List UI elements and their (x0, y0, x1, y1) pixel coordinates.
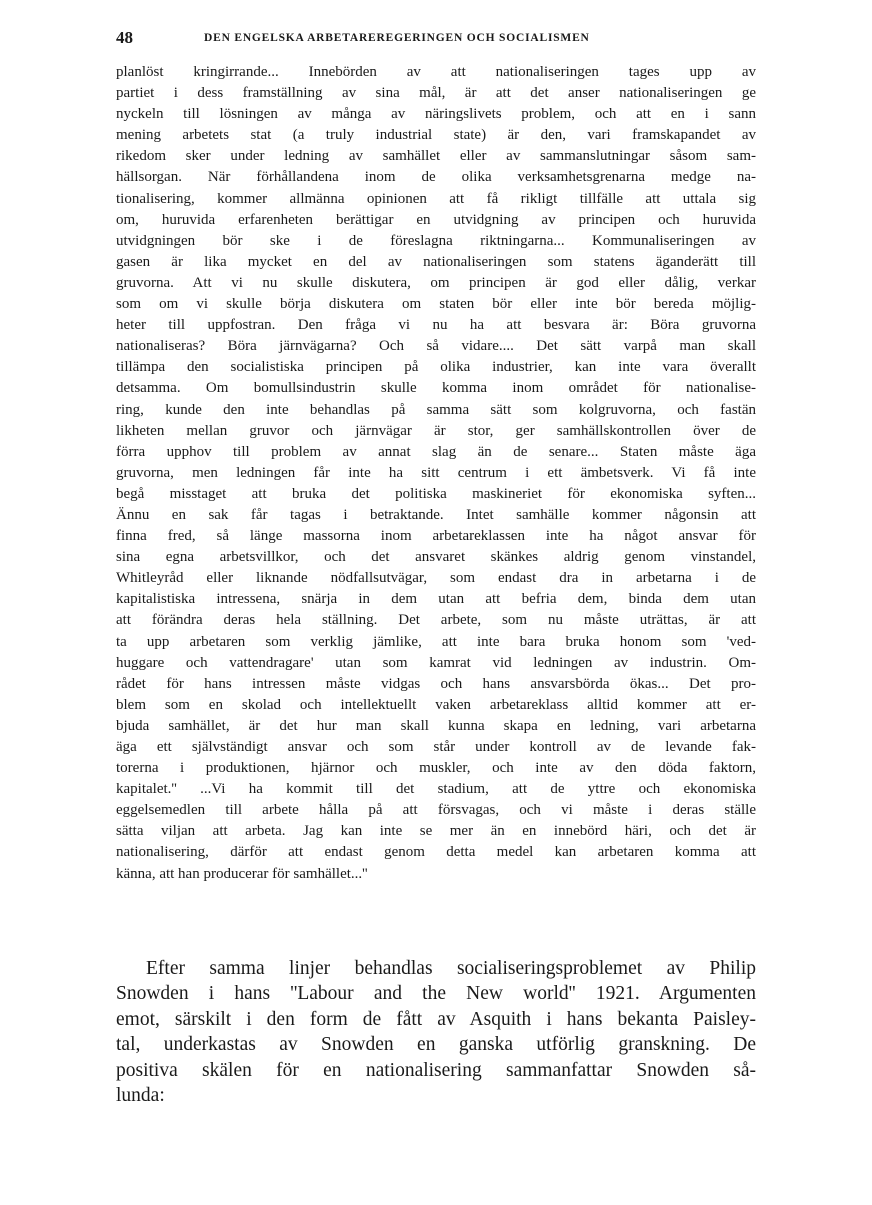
quote-line: eggelsemedlen till arbete hålla på att försvagas, och vi måste i deras ställe (116, 802, 756, 819)
body-line: lunda: (116, 1084, 165, 1106)
quote-line: om, huruvida erfarenheten berättigar en utvidgning av principen och huruvida (116, 211, 756, 228)
quote-line: heter till uppfostran. Den fråga vi nu ha att besvara är: Böra gruvorna (116, 317, 756, 334)
quote-line: gruvorna, men ledningen får inte ha sitt centrum i ett ämbetsverk. Vi få inte (116, 464, 756, 481)
body-line: Efter samma linjer behandlas socialiseringsproblemet av Philip (146, 958, 756, 979)
quote-line: planlöst kringirrande... Innebörden av att nationaliseringen tages upp av (116, 64, 756, 80)
quote-line: huggare och vattendragare' utan som kamrat vid ledningen av industrin. Om- (116, 654, 756, 671)
quote-line: rådet för hans intressen måste vidgas och hans ansvarsbörda ökas... Det pro- (116, 675, 756, 692)
quote-line: likheten mellan gruvor och järnvägar är stor, ger samhällskontrollen över de (116, 422, 756, 439)
quote-line: tionalisering, kommer allmänna opinionen att få rikligt tillfälle att uttala sig (116, 190, 756, 207)
quote-line: sina egna arbetsvillkor, och det ansvaret skänkes aldrig genom vinstandel, (116, 549, 756, 566)
quote-line: gruvorna. Att vi nu skulle diskutera, om principen är god eller dålig, verkar (116, 274, 756, 291)
body-line: emot, särskilt i den form de fått av Asquith i hans bekanta Paisley- (116, 1008, 756, 1030)
quote-line: hällsorgan. När förhållandena inom de olika verksamhetsgrenarna medge na- (116, 169, 756, 186)
quote-line: utvidgningen bör ske i de föreslagna riktningarna... Kommunaliseringen av (116, 232, 756, 249)
quotation-paragraph (116, 62, 756, 885)
page-header (116, 28, 756, 52)
quote-line: ta upp arbetaren som verklig jämlike, att inte bara bruka honom som 'ved- (116, 633, 756, 650)
quote-line: sätta viljan att arbeta. Jag kan inte se mer än en innebörd häri, och det är (116, 823, 756, 840)
quote-line: att förändra deras hela ställning. Det arbete, som nu måste uträttas, är att (116, 612, 756, 629)
quote-line: nationaliseras? Böra järnvägarna? Och så vidare.... Det sätt varpå man skall (116, 338, 756, 355)
quote-line: gasen är lika mycket en del av nationaliseringen som statens äganderätt till (116, 253, 756, 270)
quote-line: Ännu en sak får tagas i betraktande. Intet samhälle kommer någonsin att (116, 506, 756, 523)
quote-line: känna, att han producerar för samhället...'' (116, 865, 368, 882)
quote-line: partiet i dess framställning av sina mål, är att det anser nationaliseringen ge (116, 85, 756, 102)
quote-line: begå misstaget att bruka det politiska maskineriet för ekonomiska syften... (116, 485, 756, 502)
quote-line: ring, kunde den inte behandlas på samma sätt som kolgruvorna, och fastän (116, 401, 756, 418)
quote-line: tillämpa den socialistiska principen på olika industrier, kan inte vara överallt (116, 359, 756, 376)
quote-line: Whitleyråd eller liknande nödfallsutvägar, som endast dra in arbetarna i de (116, 570, 756, 587)
quote-line: torerna i produktionen, hjärnor och muskler, och inte av den döda faktorn, (116, 760, 756, 777)
quote-line: förra upphov till problem av annat slag än de senare... Staten måste äga (116, 443, 756, 460)
body-paragraph (116, 956, 756, 1108)
quote-line: detsamma. Om bomullsindustrin skulle komma inom området för nationalise- (116, 380, 756, 397)
quote-line: nyckeln till lösningen av många av näringslivets problem, och att en i sann (116, 106, 756, 123)
body-line: Snowden i hans ''Labour and the New world'' 1921. Argumenten (116, 983, 756, 1005)
page-number: 48 (116, 28, 133, 47)
quote-line: nationalisering, därför att endast genom detta medel kan arbetaren komma att (116, 844, 756, 861)
quote-line: som om vi skulle börja diskutera om staten bör eller inte bör bereda möjlig- (116, 296, 756, 313)
quote-line: blem som en skolad och intellektuellt vaken arbetareklass alltid kommer att er- (116, 696, 756, 713)
quote-line: finna fred, så länge massorna inom arbetareklassen inte ha något ansvar för (116, 528, 756, 545)
quote-line: kapitalet.'' ...Vi ha kommit till det stadium, att de yttre och ekonomiska (116, 781, 756, 798)
quote-line: kapitalistiska intressena, snärja in dem utan att befria dem, binda dem utan (116, 591, 756, 608)
quote-line: bjuda samhället, är det hur man skall kunna skapa en ledning, vari arbetarna (116, 717, 756, 734)
body-line: tal, underkastas av Snowden en ganska utförlig granskning. De (116, 1034, 756, 1056)
quote-line: äga ett självständigt ansvar och som står under kontroll av de levande fak- (116, 739, 756, 755)
quote-line: mening arbetets stat (a truly industrial state) är den, vari framskapandet av (116, 127, 756, 144)
running-title: DEN ENGELSKA ARBETAREREGERINGEN OCH SOCIALISMEN (204, 32, 590, 44)
quote-line: rikedom sker under ledning av samhället eller av sammanslutningar såsom sam- (116, 148, 756, 165)
body-line: positiva skälen för en nationalisering sammanfattar Snowden så- (116, 1059, 756, 1081)
